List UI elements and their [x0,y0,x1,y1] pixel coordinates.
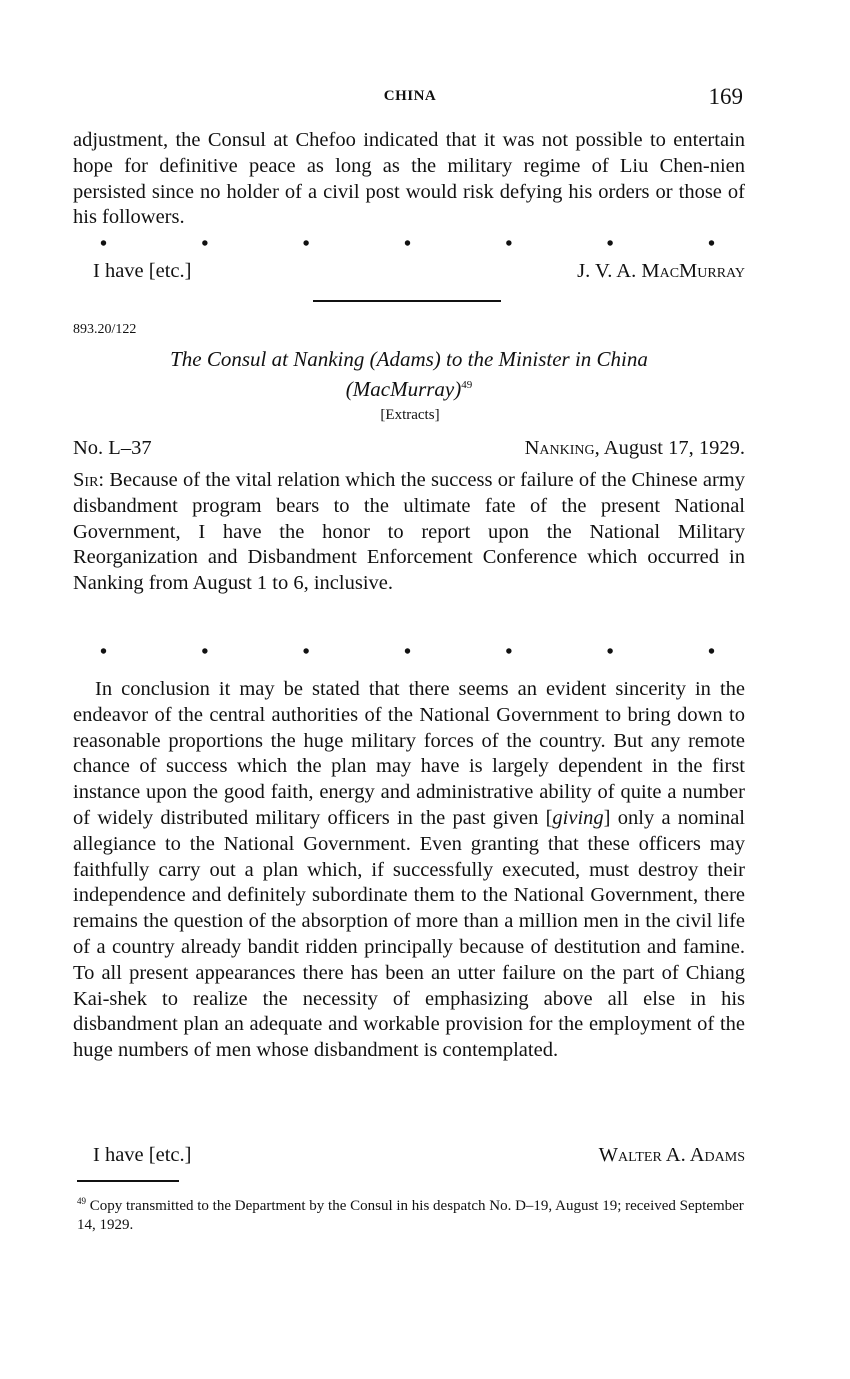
ellipsis-dot: • [707,641,715,663]
ellipsis-row-2 [100,642,715,662]
ellipsis-dot: • [403,233,411,255]
conclusion-text-1: In conclusion it may be stated that there seems an evident sincerity in the endeavor of the central authorities of the National Government to bring down to reasonable proportions the huge military forces of the country. But any remote chance of success which the plan may have is largely dependent in the first instance upon the good faith, energy and administrative ability of quite a number of widely distributed military officers in the past given [ [73,678,745,829]
signature: J. V. A. MacMurray [577,260,745,282]
ellipsis-dot: • [505,641,513,663]
place-and-date [525,437,745,460]
footnote-rule [77,1180,179,1182]
opening-text: : Because of the vital relation which the success or failure of the Chinese army disbandment program bears to the ultimate fate of the present National Government, I have the honor to report upon the National Military Reorganization and Disbandment Enforcement Conference which occurred in Nanking from August 1 to 6, inclusive. [73,469,745,595]
ellipsis-dot: • [606,233,614,255]
conclusion-text-2: ] only a nominal allegiance to the National Government. Even granting that these officers may faithfully carry out a plan which, if successfully executed, must destroy their independence and definitely subordinate them to the National Government, there remains the question of the absorption of more than a million men in the civil life of a country already bandit ridden principally because of destitution and famine. To all present appearances there has been an utter failure on the part of Chiang Kai-shek to realize the necessity of emphasizing above all else in his disbandment plan an adequate and workable provision for the employment of the huge numbers of men whose disbandment is contemplated. [73,806,745,1062]
document-title [73,346,745,402]
ellipsis-dot: • [302,233,310,255]
running-head-title: CHINA [383,88,437,104]
dateline [73,437,745,463]
carryover-paragraph: adjustment, the Consul at Chefoo indicated that it was not possible to entertain hope for definitive peace as long as the military regime of Liu Chen-nien persisted since no holder of a civil post would risk defying his orders or those of his followers. [73,129,745,229]
ellipsis-dot: • [201,233,209,255]
footnote-reference: 49 [461,379,473,391]
ellipsis-dot: • [302,641,310,663]
document-title-line-2: (MacMurray) [345,377,462,401]
ellipsis-row-1 [100,234,715,254]
ellipsis-dot: • [403,641,411,663]
ellipsis-dot: • [606,641,614,663]
opening-paragraph [73,468,745,597]
date: , August 17, 1929. [594,437,745,459]
extracts-label: [Extracts] [380,407,440,423]
footnote-text: Copy transmitted to the Department by the Consul in his despatch No. D–19, August 19; received September 14, 1929. [77,1198,744,1233]
footnote [77,1192,749,1235]
footnote-marker: 49 [77,1196,86,1206]
signature: Walter A. Adams [598,1144,745,1166]
conclusion-italic: giving [552,806,604,829]
ellipsis-dot: • [505,233,513,255]
ellipsis-dot: • [201,641,209,663]
ellipsis-dot: • [100,233,108,255]
file-number: 893.20/122 [73,322,137,337]
conclusion-paragraph [73,677,745,1064]
despatch-number: No. L–37 [73,437,152,459]
closing-formula: I have [etc.] [93,1144,192,1166]
ellipsis-dot: • [100,641,108,663]
first-closing [73,260,745,288]
place: Nanking [524,437,595,459]
ellipsis-dot: • [707,233,715,255]
salutation: Sir [73,469,99,491]
closing-formula: I have [etc.] [93,260,192,282]
page-number: 169 [708,84,743,109]
document-title-line-1: The Consul at Nanking (Adams) to the Minister in China [170,347,648,371]
second-closing [73,1144,745,1172]
section-divider [313,300,501,302]
running-head [0,84,850,110]
